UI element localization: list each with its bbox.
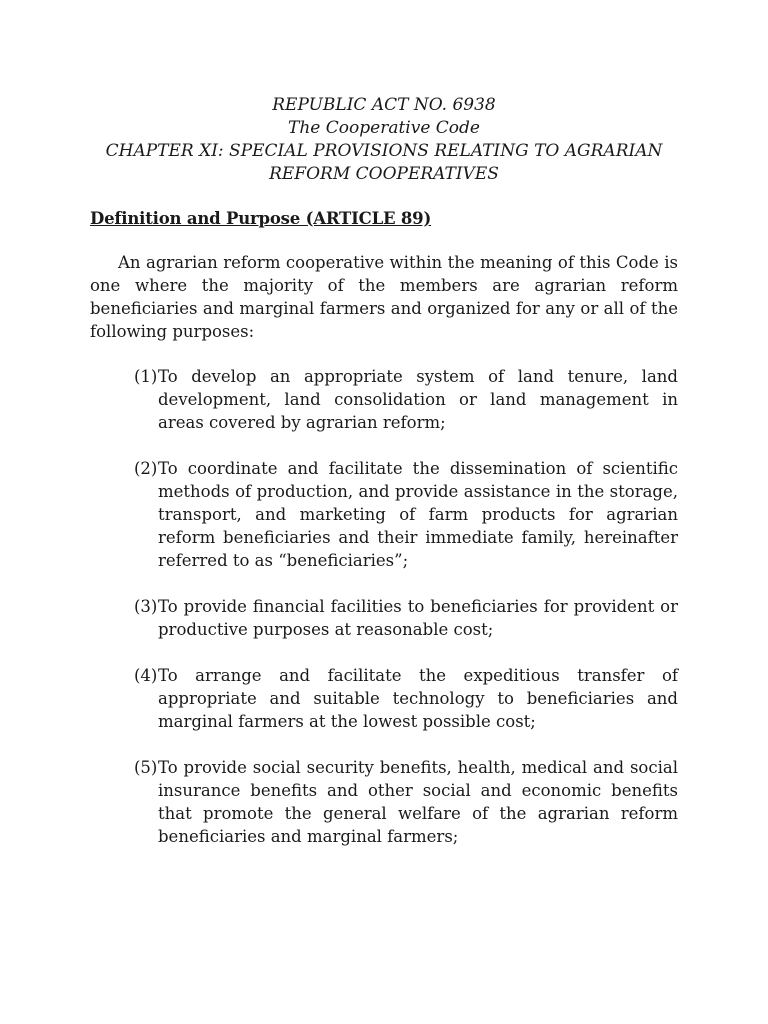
purposes-list [90,365,678,848]
purpose-number: (2) [134,459,158,478]
title-line-code-name: The Cooperative Code [288,118,480,138]
title-line-chapter-continued: REFORM COOPERATIVES [269,164,499,184]
purpose-number: (5) [134,758,158,777]
purpose-number: (4) [134,666,158,685]
purpose-text: To coordinate and facilitate the dissemination of scientific methods of production, and provide assistance in the storage, transport, and marketing of farm products for agrarian reform beneficiaries and their immediate family, hereinafter referred to as “beneficiaries”; [158,459,678,570]
purpose-text: To arrange and facilitate the expeditious transfer of appropriate and suitable technology to beneficiaries and marginal farmers at the lowest possible cost; [158,666,678,731]
purpose-text: To develop an appropriate system of land tenure, land development, land consolidation or land management in areas covered by agrarian reform; [158,367,678,432]
document-page [90,94,678,871]
purpose-text: To provide social security benefits, health, medical and social insurance benefits and other social and economic benefits that promote the general welfare of the agrarian reform beneficiaries and marginal farmers; [158,758,678,846]
purpose-item-4 [134,664,678,733]
intro-paragraph: An agrarian reform cooperative within the meaning of this Code is one where the majority of the members are agrarian reform beneficiaries and marginal farmers and organized for any or all of the following purposes: [90,253,678,341]
title-line-chapter: CHAPTER XI: SPECIAL PROVISIONS RELATING TO AGRARIAN [105,141,663,161]
purpose-item-2 [134,457,678,572]
document-title [90,94,678,186]
purpose-item-3 [134,595,678,641]
purpose-item-5 [134,756,678,848]
purpose-item-1 [134,365,678,434]
purpose-number: (1) [134,367,158,386]
title-line-act-number: REPUBLIC ACT NO. 6938 [272,95,496,115]
purpose-text: To provide financial facilities to beneficiaries for provident or productive purposes at reasonable cost; [158,597,678,639]
purpose-number: (3) [134,597,158,616]
section-heading: Definition and Purpose (ARTICLE 89) [90,209,432,228]
